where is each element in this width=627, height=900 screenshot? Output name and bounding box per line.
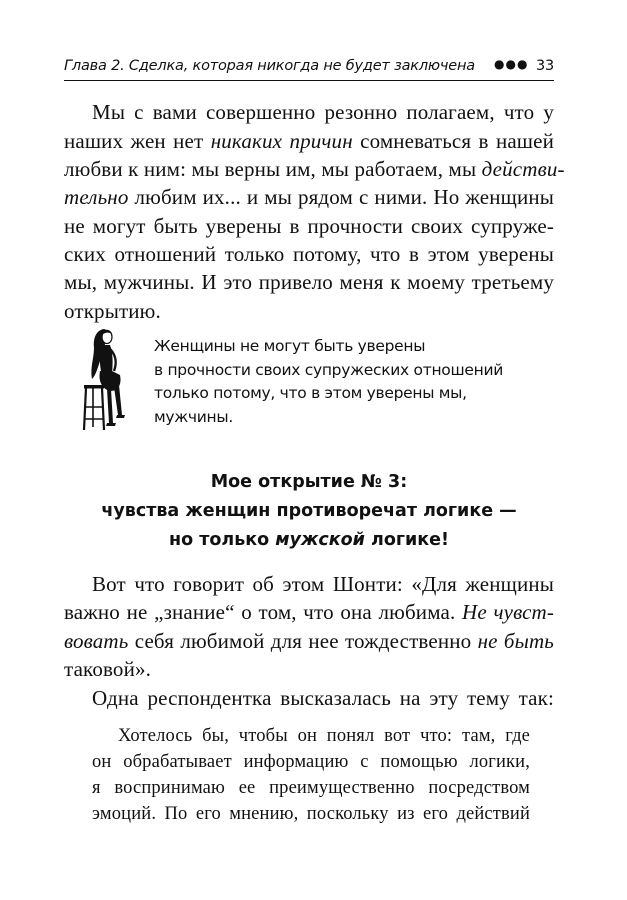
heading-line-1: Мое открытие № 3: [210, 472, 408, 492]
text-line: Мы с вами совершенно резонно полагаем, что у [92, 100, 554, 124]
text-line: Одна респондентка высказалась на эту тему так: [92, 686, 554, 710]
page-number: 33 [535, 58, 554, 74]
callout-line: мужчины. [154, 407, 233, 426]
emphasis: никаких причин [210, 129, 353, 153]
quote-line: он обрабатывает информацию с помощью логики, [92, 752, 530, 772]
callout-text [154, 335, 534, 429]
callout-line: в прочности своих супружеских отношений [154, 360, 503, 379]
emphasis: Не чувст- [462, 600, 555, 624]
quote-line: эмоций. По его мнению, поскольку из его действий [92, 804, 530, 824]
callout-line: только потому, что в этом уверены мы, [154, 384, 467, 402]
header-rule [64, 80, 554, 81]
emphasis: тельно [64, 185, 129, 209]
quote-line: Хотелось бы, чтобы он понял вот что: там, где [118, 726, 530, 746]
text-line: не могут быть уверены в прочности своих супруже- [64, 214, 554, 238]
section-heading [64, 468, 554, 555]
heading-line-3: но только мужской логике! [169, 530, 449, 550]
running-header [64, 58, 554, 78]
text-line: тельно любим их... и мы рядом с ними. Но женщины [64, 185, 554, 209]
callout-line: Женщины не могут быть уверены [154, 337, 426, 355]
woman-on-stool-illustration [76, 327, 140, 432]
text-line: важно не „знание“ о том, что она любима. Не чувст- [64, 600, 555, 624]
text-line: мы, мужчины. И это привело меня к моему третьему [64, 270, 554, 294]
emphasis: действи- [481, 157, 565, 181]
text-line: наших жен нет никаких причин сомневаться в нашей [64, 129, 554, 153]
text-line: вовать себя любимой для нее тождественно не быть [64, 629, 554, 653]
text-line: ских отношений только потому, что в этом уверены [64, 242, 554, 266]
text-line: открытию. [64, 299, 161, 323]
chapter-title: Глава 2. Сделка, которая никогда не будет заключена [64, 58, 475, 74]
heading-line-2: чувства женщин противоречат логике — [101, 501, 517, 521]
quote-line: я воспринимаю ее преимущественно посредством [92, 778, 530, 798]
emphasis: вовать [64, 629, 129, 653]
text-line: любви к ним: мы верны им, мы работаем, мы действи- [64, 157, 565, 181]
text-line: Вот что говорит об этом Шонти: «Для женщины [92, 572, 554, 596]
emphasis: мужской [275, 530, 365, 550]
text-line: таковой». [64, 657, 152, 681]
header-bullets: ●●● [494, 57, 529, 71]
emphasis: не быть [477, 629, 554, 653]
